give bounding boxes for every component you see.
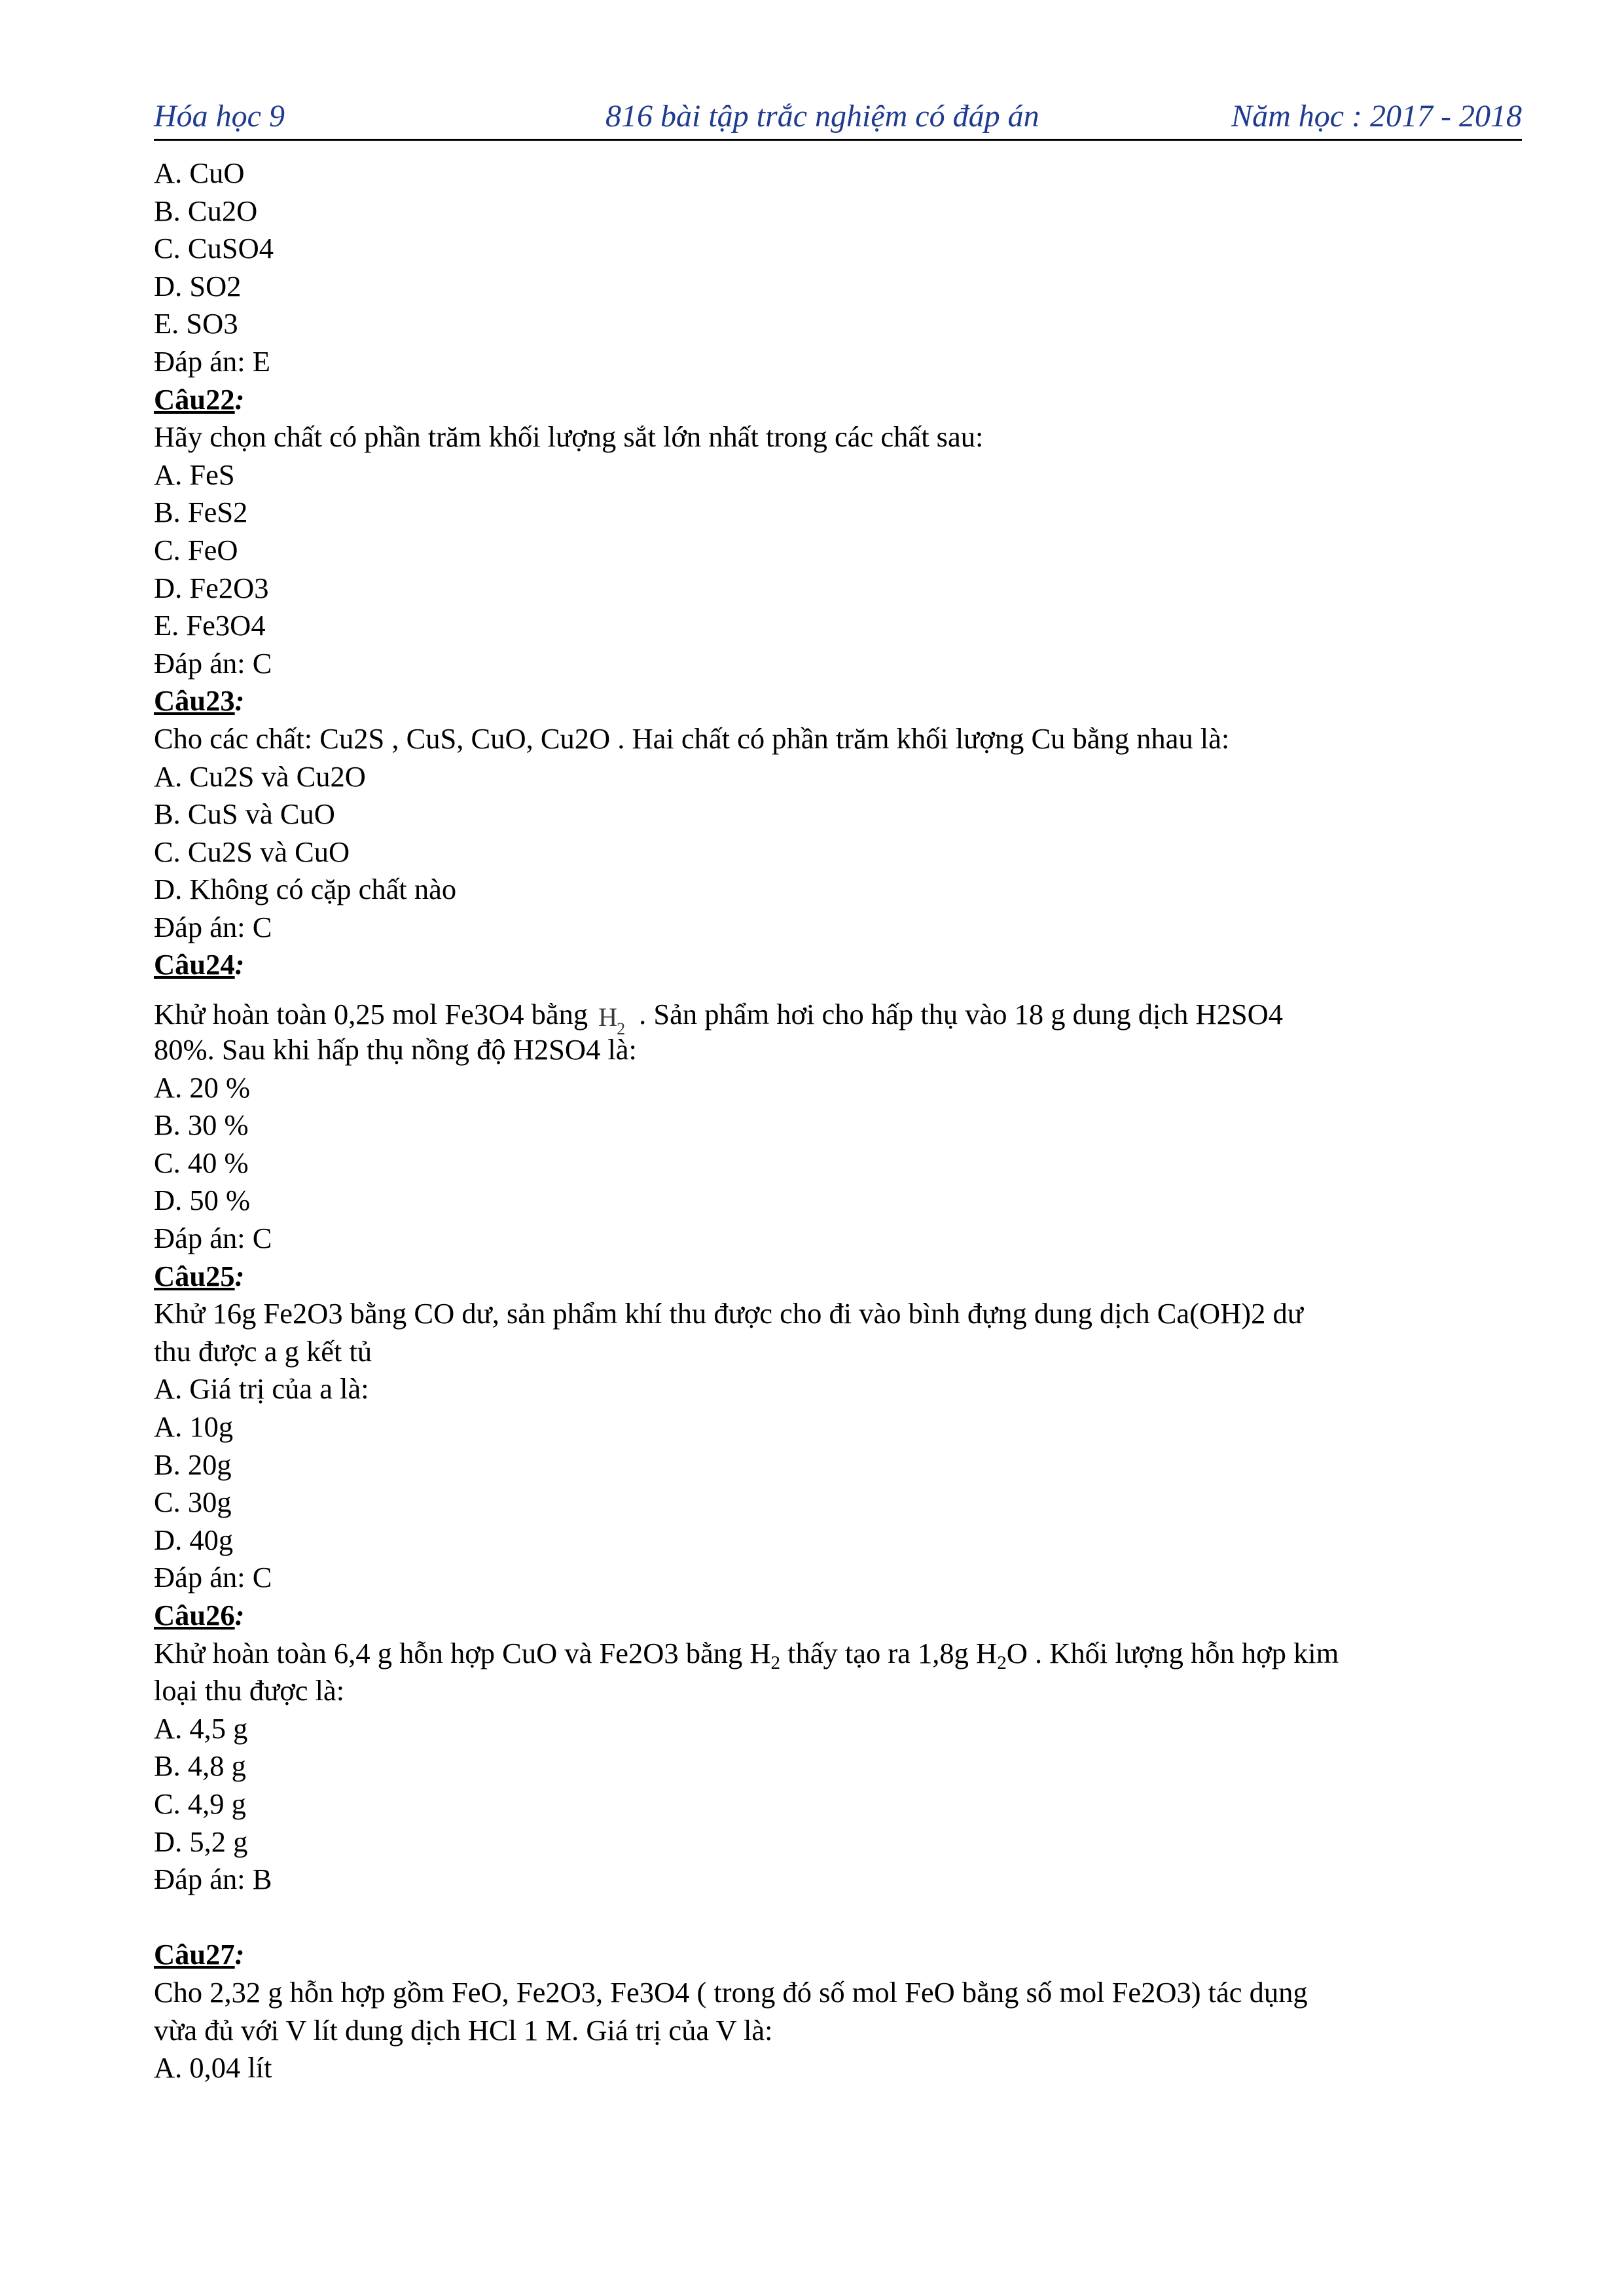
- answer: Đáp án: B: [154, 1863, 272, 1896]
- answer: Đáp án: C: [154, 1561, 272, 1594]
- option: A. 10g: [154, 1410, 234, 1443]
- answer: Đáp án: C: [154, 1222, 272, 1255]
- header-title: 816 bài tập trắc nghiệm có đáp án: [605, 99, 1039, 134]
- answer: Đáp án: C: [154, 646, 272, 680]
- option: A. 4,5 g: [154, 1711, 248, 1745]
- option: B. 4,8 g: [154, 1749, 246, 1783]
- option: A. Cu2S và Cu2O: [154, 759, 366, 793]
- option: C. Cu2S và CuO: [154, 835, 350, 868]
- question-text-part: Khử hoàn toàn 6,4 g hỗn hợp CuO và Fe2O3 bằng H: [154, 1636, 771, 1669]
- question-text: [154, 984, 1522, 1039]
- question-text: 80%. Sau khi hấp thụ nồng độ H2SO4 là:: [154, 1033, 637, 1066]
- question-text: Cho các chất: Cu2S , CuS, CuO, Cu2O . Hai chất có phần trăm khối lượng Cu bằng nhau là:: [154, 721, 1230, 755]
- question-number: Câu22: [154, 382, 235, 416]
- question-text: Khử 16g Fe2O3 bằng CO dư, sản phẩm khí thu được cho đi vào bình đựng dung dịch Ca(OH)2 dư: [154, 1297, 1303, 1330]
- question-title: [154, 946, 1522, 984]
- question-text-part: O . Khối lượng hỗn hợp kim: [1006, 1636, 1339, 1669]
- question-title: [154, 682, 1522, 720]
- answer: Đáp án: C: [154, 910, 272, 943]
- option: D. Không có cặp chất nào: [154, 873, 457, 906]
- question-number: Câu27: [154, 1938, 235, 1971]
- document-body: [154, 155, 1522, 2087]
- option: C. 40 %: [154, 1146, 249, 1179]
- question-text: A. Giá trị của a là:: [154, 1372, 369, 1406]
- question-title: [154, 381, 1522, 419]
- option: D. 50 %: [154, 1184, 251, 1217]
- question-number: Câu23: [154, 684, 235, 718]
- option: A. 0,04 lít: [154, 2051, 272, 2085]
- option: E. SO3: [154, 307, 238, 340]
- question-title: [154, 1936, 1522, 1974]
- option: B. Cu2O: [154, 194, 258, 227]
- formula-subscript: 2: [617, 1019, 626, 1039]
- question-colon: :: [234, 1259, 245, 1292]
- option: A. 20 %: [154, 1070, 251, 1104]
- option: A. CuO: [154, 156, 245, 189]
- answer: Đáp án: E: [154, 344, 270, 378]
- option: C. FeO: [154, 533, 238, 566]
- question-title: [154, 1597, 1522, 1635]
- question-text: Cho 2,32 g hỗn hợp gồm FeO, Fe2O3, Fe3O4 ( trong đó số mol FeO bằng số mol Fe2O3) tác dụng: [154, 1975, 1308, 2009]
- question-text: Hãy chọn chất có phần trăm khối lượng sắt lớn nhất trong các chất sau:: [154, 420, 984, 454]
- header-subject: Hóa học 9: [154, 99, 285, 134]
- page-header: [154, 92, 1522, 141]
- question-colon: :: [234, 1938, 245, 1971]
- formula-symbol: H: [598, 1002, 618, 1032]
- option: D. 40g: [154, 1523, 234, 1556]
- question-text: thu được a g kết tủ: [154, 1334, 372, 1368]
- option: D. Fe2O3: [154, 571, 269, 604]
- question-text: loại thu được là:: [154, 1674, 345, 1707]
- header-school-year: Năm học : 2017 - 2018: [1231, 99, 1522, 134]
- question-text-part: . Sản phẩm hơi cho hấp thụ vào 18 g dung dịch H2SO4: [639, 998, 1284, 1031]
- option: B. 20g: [154, 1448, 232, 1481]
- option: B. 30 %: [154, 1108, 249, 1142]
- option: C. CuSO4: [154, 232, 274, 265]
- option: C. 30g: [154, 1485, 232, 1519]
- question-text-part: Khử hoàn toàn 0,25 mol Fe3O4 bằng: [154, 998, 588, 1031]
- question-text-part: thấy tạo ra 1,8g H: [780, 1636, 998, 1669]
- option: C. 4,9 g: [154, 1787, 246, 1820]
- question-colon: :: [234, 948, 245, 981]
- question-colon: :: [234, 382, 245, 416]
- option: B. CuS và CuO: [154, 797, 335, 831]
- question-colon: :: [234, 684, 245, 718]
- option: E. Fe3O4: [154, 609, 266, 642]
- option: B. FeS2: [154, 496, 248, 529]
- blank-line: [154, 1899, 1522, 1937]
- question-number: Câu26: [154, 1598, 235, 1631]
- subscript: 2: [997, 1652, 1007, 1673]
- question-title: [154, 1258, 1522, 1296]
- question-text: [154, 1635, 1522, 1673]
- subscript: 2: [770, 1652, 780, 1673]
- option: A. FeS: [154, 458, 235, 491]
- formula-image-h2: [597, 993, 631, 1039]
- question-number: Câu25: [154, 1259, 235, 1292]
- question-number: Câu24: [154, 948, 235, 981]
- option: D. SO2: [154, 269, 242, 302]
- question-colon: :: [234, 1598, 245, 1631]
- question-text: vừa đủ với V lít dung dịch HCl 1 M. Giá trị của V là:: [154, 2013, 773, 2047]
- option: D. 5,2 g: [154, 1825, 248, 1858]
